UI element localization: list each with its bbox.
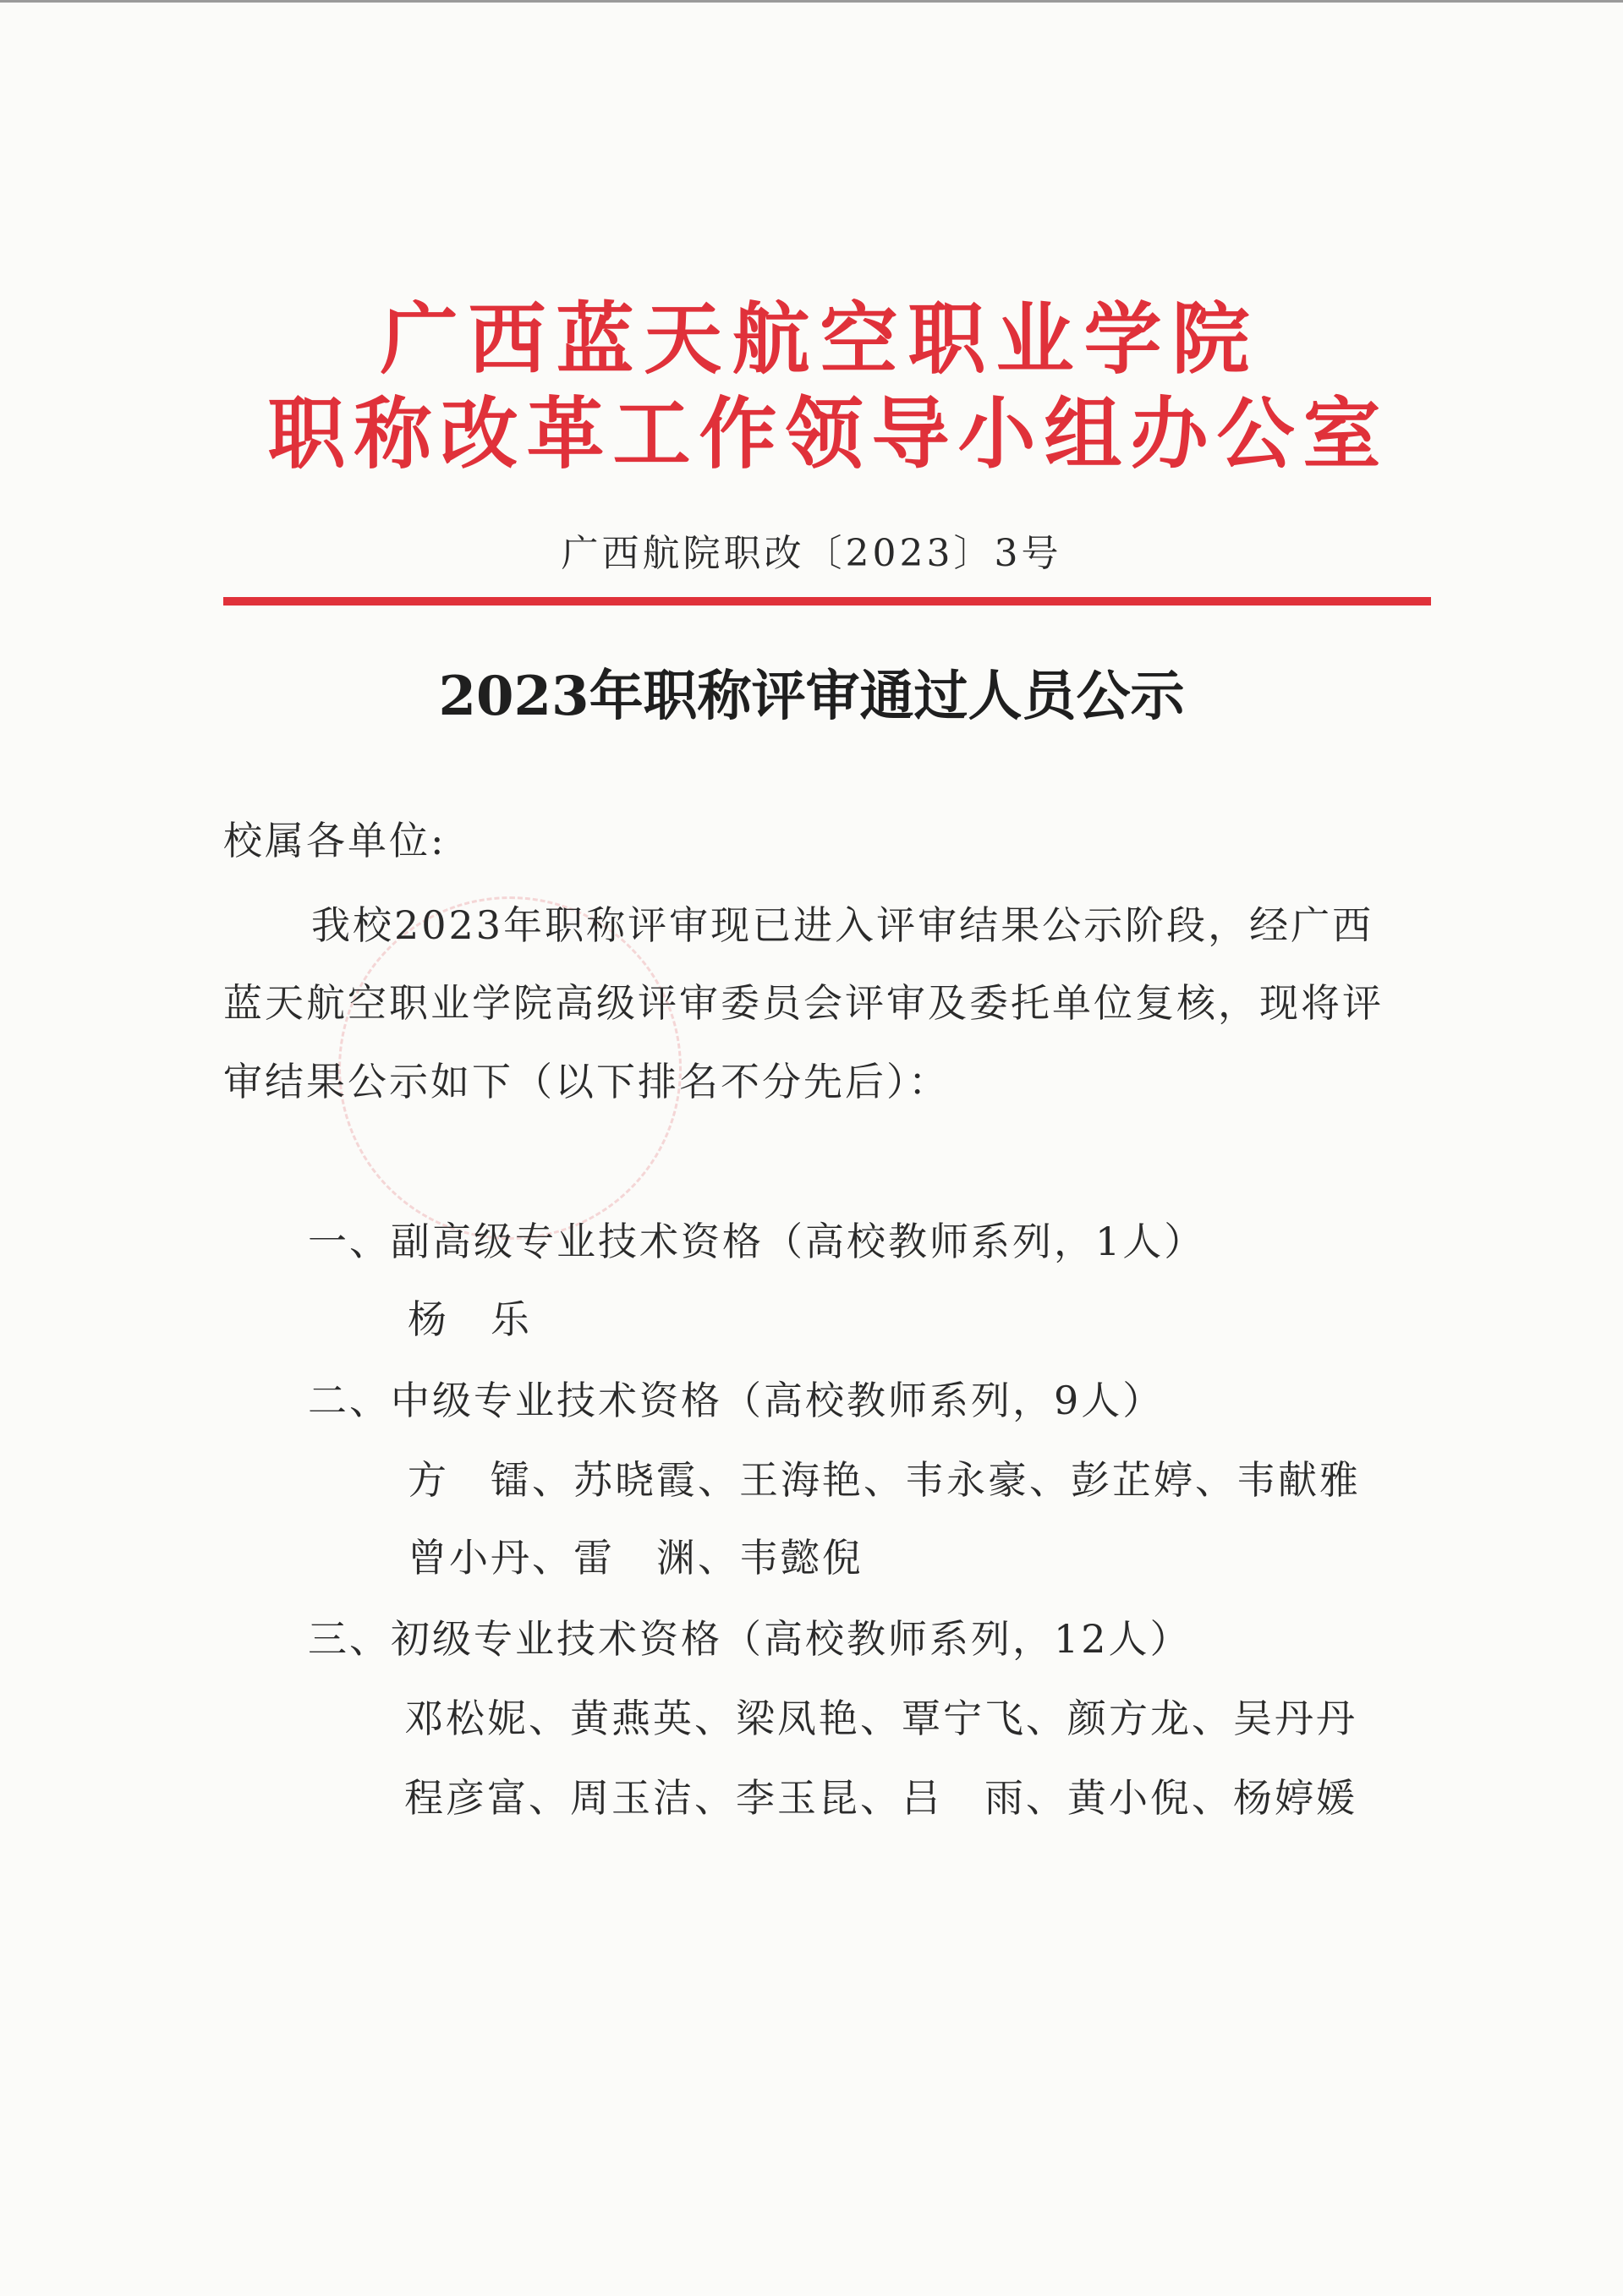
- name-list-line: 曾小丹、雷 渊、韦懿倪: [408, 1535, 864, 1581]
- issuer-name-line2: 职称改革工作领导小组办公室: [267, 388, 1390, 479]
- name-list-line: 杨 乐: [408, 1296, 532, 1342]
- name-list-line: 方 镭、苏晓霞、王海艳、韦永豪、彭芷婷、韦献雅: [408, 1457, 1361, 1503]
- issuer-name-line1: 广西蓝天航空职业学院: [380, 293, 1260, 385]
- body-line: 审结果公示如下（以下排名不分先后）：: [223, 1059, 950, 1104]
- name-list-line: 程彦富、周玉洁、李玉昆、吕 雨、黄小倪、杨婷媛: [404, 1775, 1357, 1821]
- section-heading: 三、初级专业技术资格（高校教师系列，12人）: [308, 1616, 1192, 1662]
- name-list-line: 邓松妮、黄燕英、梁凤艳、覃宁飞、颜方龙、吴丹丹: [404, 1696, 1357, 1741]
- notice-title: 2023年职称评审通过人员公示: [438, 665, 1185, 728]
- body-line: 蓝天航空职业学院高级评审委员会评审及委托单位复核，现将评: [223, 980, 1384, 1026]
- page-top-edge: [0, 0, 1623, 3]
- red-divider: [223, 597, 1431, 606]
- section-heading: 二、中级专业技术资格（高校教师系列，9人）: [308, 1378, 1165, 1423]
- document-number: 广西航院职改〔2023〕3号: [561, 532, 1062, 575]
- body-line: 我校2023年职称评审现已进入评审结果公示阶段，经广西: [311, 902, 1374, 948]
- salutation: 校属各单位:: [223, 818, 447, 863]
- section-heading: 一、副高级专业技术资格（高校教师系列，1人）: [308, 1219, 1206, 1264]
